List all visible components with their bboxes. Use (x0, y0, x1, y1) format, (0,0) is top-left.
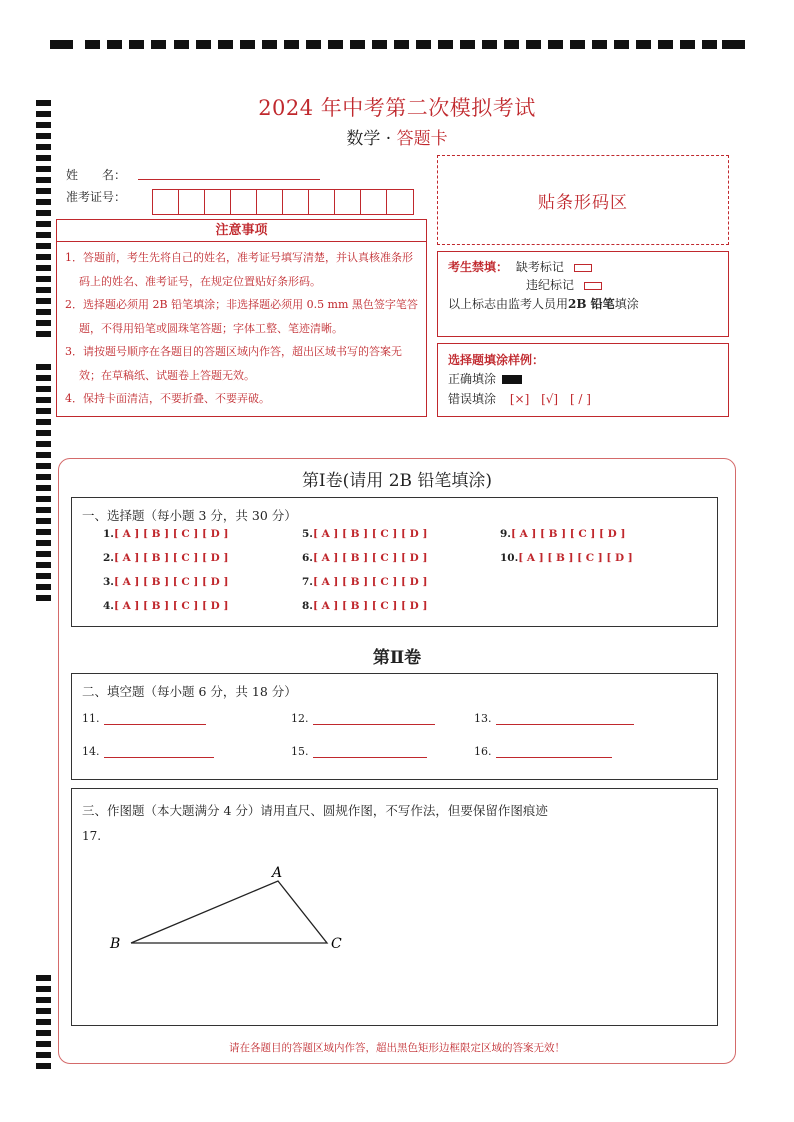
mc-question-1[interactable] (103, 528, 228, 540)
mc-options[interactable]: [ A ] [ B ] [ C ] [ D ] (312, 528, 428, 540)
timing-mark (350, 40, 365, 49)
forbid-box (437, 251, 729, 337)
candidate-id-boxes[interactable] (152, 189, 414, 215)
timing-mark (482, 40, 497, 49)
fill-answer-line[interactable] (104, 713, 206, 725)
fill-question-number: 12. (291, 712, 309, 725)
timing-mark (36, 452, 51, 458)
timing-mark (107, 40, 122, 49)
mc-question-number: 8. (302, 600, 313, 612)
timing-mark (36, 529, 51, 535)
part1-title: 第Ⅰ卷(请用 2B 铅笔填涂) (301, 471, 493, 491)
timing-mark (36, 287, 51, 293)
drawing-box[interactable] (71, 788, 718, 1026)
subject-label: 数学 (346, 129, 381, 149)
notice-item: 1．答题前，考生先将自己的姓名，准考证号填写清楚，并认真核准条形码上的姓名、准考证号，在规定位置贴好条形码。 (65, 251, 413, 288)
fill-question-14[interactable] (82, 745, 214, 758)
timing-mark (262, 40, 277, 49)
timing-mark (36, 232, 51, 238)
notice-heading: 注意事项 (56, 219, 427, 242)
timing-mark (36, 265, 51, 271)
id-digit-box[interactable] (257, 190, 283, 214)
triangle-abc (102, 864, 362, 959)
timing-mark (372, 40, 387, 49)
mc-question-7[interactable] (302, 576, 427, 588)
mc-options[interactable]: [ A ] [ B ] [ C ] [ D ] (113, 528, 229, 540)
violation-checkbox[interactable] (584, 282, 602, 290)
name-field[interactable] (138, 179, 320, 180)
exam-subtitle (0, 124, 794, 149)
timing-mark (284, 40, 299, 49)
timing-mark (438, 40, 453, 49)
wrong-label: 错误填涂 (448, 392, 497, 406)
timing-mark (36, 540, 51, 546)
notice-box (56, 241, 427, 417)
subtitle-dot: · (385, 129, 392, 149)
timing-mark (36, 166, 51, 172)
fill-question-number: 11. (82, 712, 100, 725)
timing-mark (36, 986, 51, 992)
mc-options[interactable]: [ A ] [ B ] [ C ] [ D ] (113, 552, 229, 564)
fill-question-number: 15. (291, 745, 309, 758)
mc-question-4[interactable] (103, 600, 228, 612)
footer-warning: 请在各题目的答题区域内作答，超出黑色矩形边框限定区域的答案无效！ (229, 1042, 565, 1054)
timing-mark (36, 408, 51, 414)
mc-question-number: 1. (103, 528, 114, 540)
timing-mark (36, 562, 51, 568)
vertex-label-c: C (331, 936, 342, 952)
timing-mark (36, 177, 51, 183)
notice-item: 2．选择题必须用 2B 铅笔填涂；非选择题必须用 0.5 mm 黑色签字笔答题，不得用铅笔或圆珠笔答题；字体工整、笔迹清晰。 (65, 298, 418, 335)
timing-mark (174, 40, 189, 49)
timing-mark (151, 40, 166, 49)
answer-card-label: 答题卡 (396, 129, 448, 149)
fill-question-12[interactable] (291, 712, 435, 725)
timing-mark (36, 518, 51, 524)
timing-mark (50, 40, 73, 49)
timing-mark (680, 40, 695, 49)
timing-mark (85, 40, 100, 49)
fill-answer-line[interactable] (313, 746, 427, 758)
timing-mark (36, 309, 51, 315)
wrong-mark: [√] (541, 392, 559, 406)
forbid-label: 考生禁填： (448, 260, 509, 274)
sample-box (437, 343, 729, 417)
mc-question-9[interactable] (500, 528, 625, 540)
mc-question-6[interactable] (302, 552, 427, 564)
mc-question-number: 4. (103, 600, 114, 612)
mc-question-number: 7. (302, 576, 313, 588)
timing-mark (658, 40, 673, 49)
timing-mark (36, 199, 51, 205)
fill-question-11[interactable] (82, 712, 206, 725)
timing-mark (36, 375, 51, 381)
mc-question-5[interactable] (302, 528, 427, 540)
part2-title: 第Ⅱ卷 (372, 648, 422, 668)
timing-mark (36, 397, 51, 403)
mc-options[interactable]: [ A ] [ B ] [ C ] [ D ] (113, 576, 229, 588)
id-digit-box[interactable] (361, 190, 387, 214)
mc-options[interactable]: [ A ] [ B ] [ C ] [ D ] (312, 552, 428, 564)
timing-mark (36, 298, 51, 304)
timing-mark (306, 40, 321, 49)
violation-label: 违纪标记 (526, 278, 575, 292)
id-digit-box[interactable] (283, 190, 309, 214)
timing-mark (36, 276, 51, 282)
fill-question-16[interactable] (474, 745, 612, 758)
timing-mark (36, 1008, 51, 1014)
timing-mark (526, 40, 541, 49)
id-digit-box[interactable] (309, 190, 335, 214)
notice-item: 3．请按题号顺序在各题目的答题区域内作答，超出区域书写的答案无效；在草稿纸、试题卷上答题无效。 (65, 345, 402, 382)
timing-mark (36, 584, 51, 590)
mc-options[interactable]: [ A ] [ B ] [ C ] [ D ] (510, 528, 626, 540)
correct-fill-sample (502, 375, 522, 384)
fill-answer-line[interactable] (496, 746, 612, 758)
timing-mark (570, 40, 585, 49)
timing-mark (36, 1063, 51, 1069)
timing-mark (636, 40, 651, 49)
timing-mark (36, 331, 51, 337)
timing-mark (36, 1019, 51, 1025)
id-label: 准考证号： (66, 190, 127, 204)
timing-mark (36, 975, 51, 981)
mc-options[interactable]: [ A ] [ B ] [ C ] [ D ] (113, 600, 229, 612)
absent-checkbox[interactable] (574, 264, 592, 272)
fill-answer-line[interactable] (313, 713, 435, 725)
timing-mark (722, 40, 745, 49)
id-digit-box[interactable] (387, 190, 413, 214)
timing-mark (36, 551, 51, 557)
timing-mark (36, 221, 51, 227)
sample-label: 选择题填涂样例： (448, 353, 545, 367)
id-digit-box[interactable] (179, 190, 205, 214)
timing-mark (36, 210, 51, 216)
draw-section-head: 三、作图题（本大题满分 4 分）请用直尺、圆规作图，不写作法，但要保留作图痕迹 (82, 803, 548, 818)
timing-mark (36, 441, 51, 447)
vertex-label-b: B (110, 936, 121, 952)
mc-options[interactable]: [ A ] [ B ] [ C ] [ D ] (312, 576, 428, 588)
mc-question-number: 2. (103, 552, 114, 564)
timing-mark (36, 430, 51, 436)
top-timing-marks (50, 38, 745, 52)
timing-mark (416, 40, 431, 49)
fill-section-head: 二、填空题（每小题 6 分，共 18 分） (82, 684, 297, 699)
id-digit-box[interactable] (205, 190, 231, 214)
forbid-note-pre: 以上标志由监考人员用 (448, 297, 569, 311)
mc-question-number: 3. (103, 576, 114, 588)
exam-title: 2024 年中考第二次模拟考试 (258, 96, 536, 120)
timing-mark (36, 573, 51, 579)
timing-mark (129, 40, 144, 49)
id-digit-box[interactable] (335, 190, 361, 214)
fill-question-13[interactable] (474, 712, 634, 725)
timing-mark (504, 40, 519, 49)
timing-mark (36, 364, 51, 370)
mc-question-10[interactable] (500, 552, 633, 564)
forbid-note-post: 填涂 (614, 297, 639, 311)
fill-answer-line[interactable] (104, 746, 214, 758)
timing-mark (36, 188, 51, 194)
timing-mark (394, 40, 409, 49)
timing-mark (36, 997, 51, 1003)
mc-section-head: 一、选择题（每小题 3 分，共 30 分） (82, 508, 297, 523)
mc-question-number: 5. (302, 528, 313, 540)
timing-mark (36, 496, 51, 502)
mc-options[interactable]: [ A ] [ B ] [ C ] [ D ] (518, 552, 633, 564)
mc-question-number: 6. (302, 552, 313, 564)
timing-mark (240, 40, 255, 49)
wrong-mark: [ / ] (569, 392, 591, 406)
timing-mark (36, 419, 51, 425)
timing-mark (36, 254, 51, 260)
id-digit-box[interactable] (153, 190, 179, 214)
fill-question-number: 16. (474, 745, 492, 758)
timing-mark (548, 40, 563, 49)
fill-question-number: 14. (82, 745, 100, 758)
timing-mark (218, 40, 233, 49)
timing-mark (614, 40, 629, 49)
timing-mark (36, 1030, 51, 1036)
vertex-label-a: A (272, 865, 283, 881)
fill-in-box (71, 673, 718, 780)
correct-label: 正确填涂 (448, 372, 497, 386)
timing-mark (36, 155, 51, 161)
timing-mark (36, 243, 51, 249)
notice-item: 4．保持卡面清洁，不要折叠、不要弄破。 (65, 392, 270, 405)
mc-question-8[interactable] (302, 600, 427, 612)
mc-question-number: 9. (500, 528, 511, 540)
mc-question-2[interactable] (103, 552, 228, 564)
timing-mark (702, 40, 717, 49)
fill-question-number: 13. (474, 712, 492, 725)
name-label: 姓 名： (66, 168, 127, 182)
timing-mark (36, 320, 51, 326)
timing-mark (36, 595, 51, 601)
mc-question-number: 10. (500, 552, 519, 564)
mc-question-3[interactable] (103, 576, 228, 588)
fill-answer-line[interactable] (496, 713, 634, 725)
timing-mark (460, 40, 475, 49)
mc-options[interactable]: [ A ] [ B ] [ C ] [ D ] (312, 600, 428, 612)
timing-mark (36, 386, 51, 392)
forbid-note-bold: 2B 铅笔 (568, 297, 615, 311)
timing-mark (592, 40, 607, 49)
timing-mark (36, 507, 51, 513)
fill-question-15[interactable] (291, 745, 427, 758)
timing-mark (196, 40, 211, 49)
id-digit-box[interactable] (231, 190, 257, 214)
draw-question-number: 17. (82, 829, 102, 843)
barcode-area: 贴条形码区 (437, 155, 729, 245)
absent-label: 缺考标记 (515, 260, 564, 274)
wrong-mark: [×] (509, 392, 530, 406)
timing-mark (328, 40, 343, 49)
